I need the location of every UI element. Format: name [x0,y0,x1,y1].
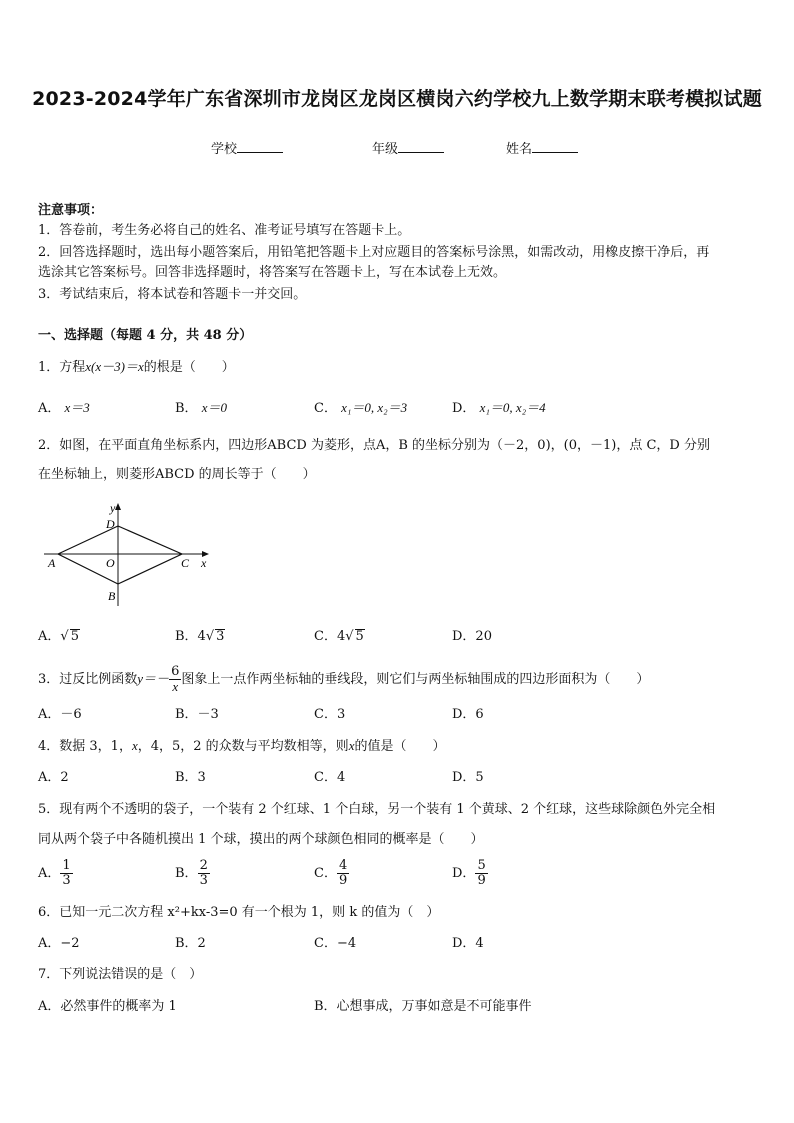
notice-item-2: 2．回答选择题时，选出每小题答案后，用铅笔把答题卡上对应题目的答案标号涂黑，如需改动，用橡皮擦干净后，再 [38,245,710,260]
question-7: 7．下列说法错误的是（ ） [38,967,203,982]
q2-option-d: D．20 [452,629,492,644]
q5-option-a: A． $\frac{1}{3}$ [38,858,71,888]
exam-title: 2023-2024学年广东省深圳市龙岗区龙岗区横岗六约学校九上数学期末联考模拟试题 [32,88,762,110]
label-c: C [181,556,190,570]
label-y: y [110,501,116,515]
q1-suffix: 的根是（ ） [143,360,235,375]
q7-option-a: A．必然事件的概率为 1 [38,999,177,1014]
q2-option-a: A．√ 5 [38,629,79,644]
question-2-line-1: 2．如图，在平面直角坐标系内，四边形ABCD 为菱形，点A，B 的坐标分别为（－2，0)，(0，－1)，点 C，D 分别 [38,438,710,453]
grade-field [372,140,444,159]
q3-option-c: C．3 [314,707,346,722]
q1-option-a: A． x＝3 [38,400,90,416]
q4-option-d: D．5 [452,770,484,785]
q3-option-a: A．－6 [38,707,82,722]
notice-item-3: 3．考试结束后，将本试卷和答题卡一并交回。 [38,287,307,302]
school-label: 学校 [211,142,238,157]
q6-option-a: A．−2 [38,936,80,951]
question-1 [38,358,235,377]
q1-option-d: D． x₁＝0, x₂＝4 [452,400,546,416]
grade-label: 年级 [372,142,399,157]
q1-prefix: 1．方程 [38,360,86,375]
label-a: A [48,556,56,570]
question-2-line-2: 在坐标轴上，则菱形ABCD 的周长等于（ ） [38,467,316,482]
notice-item-1: 1．答卷前，考生务必将自己的姓名、准考证号填写在答题卡上。 [38,223,411,238]
question-4: 4．数据 3，1，x，4，5，2 的众数与平均数相等，则x的值是（ ） [38,738,446,754]
q5-option-c: C． $\frac{4}{9}$ [314,858,348,888]
q6-option-b: B．2 [175,936,206,951]
name-blank [532,140,578,153]
q3-function: y＝－ [137,671,170,686]
q5-option-b: B． $\frac{2}{3}$ [175,858,208,888]
label-o: O [106,556,115,570]
q3-fraction: $\frac{6}{x}$ [171,664,180,694]
q5-option-d: D． $\frac{5}{9}$ [452,858,486,888]
q3-suffix: 图象上一点作两坐标轴的垂线段，则它们与两坐标轴围成的四边形面积为（ ） [181,672,650,687]
q7-option-b: B．心想事成，万事如意是不可能事件 [314,999,532,1014]
q4-option-a: A．2 [38,770,69,785]
grade-blank [398,140,444,153]
label-d: D [106,517,115,531]
school-blank [237,140,283,153]
q6-option-d: D．4 [452,936,484,951]
label-x: x [201,556,207,570]
label-b: B [108,589,116,603]
question-3 [38,662,649,697]
question-5-line-1: 5．现有两个不透明的袋子，一个装有 2 个红球、1 个白球，另一个装有 1 个黄球、2 个红球，这些球除颜色外完全相 [38,802,716,817]
school-field [211,140,283,159]
q1-equation: x(x－3)＝x [85,359,144,374]
q3-prefix: 3．过反比例函数 [38,672,138,687]
rhombus-figure [36,498,226,610]
q6-option-c: C．−4 [314,936,357,951]
notice-item-2-cont: 选涂其它答案标号。回答非选择题时，将答案写在答题卡上，写在本试卷上无效。 [38,265,507,280]
q4-option-c: C．4 [314,770,346,785]
q3-option-b: B．－3 [175,707,219,722]
q3-option-d: D．6 [452,707,484,722]
q1-option-c: C． x₁＝0, x₂＝3 [314,400,408,416]
section-heading: 一、选择题（每题 4 分，共 48 分） [38,328,253,343]
question-6: 6．已知一元二次方程 x²+kx-3=0 有一个根为 1，则 k 的值为（ ） [38,905,440,920]
notice-heading: 注意事项： [38,203,104,218]
q2-option-b: B．4√ 3 [175,629,225,644]
question-5-line-2: 同从两个袋子中各随机摸出 1 个球，摸出的两个球颜色相同的概率是（ ） [38,832,484,847]
q4-option-b: B．3 [175,770,206,785]
name-field [506,140,578,159]
rhombus-abcd [58,526,182,584]
name-label: 姓名 [506,142,533,157]
q2-option-c: C．4√ 5 [314,629,364,644]
q1-option-b: B． x＝0 [175,400,227,416]
